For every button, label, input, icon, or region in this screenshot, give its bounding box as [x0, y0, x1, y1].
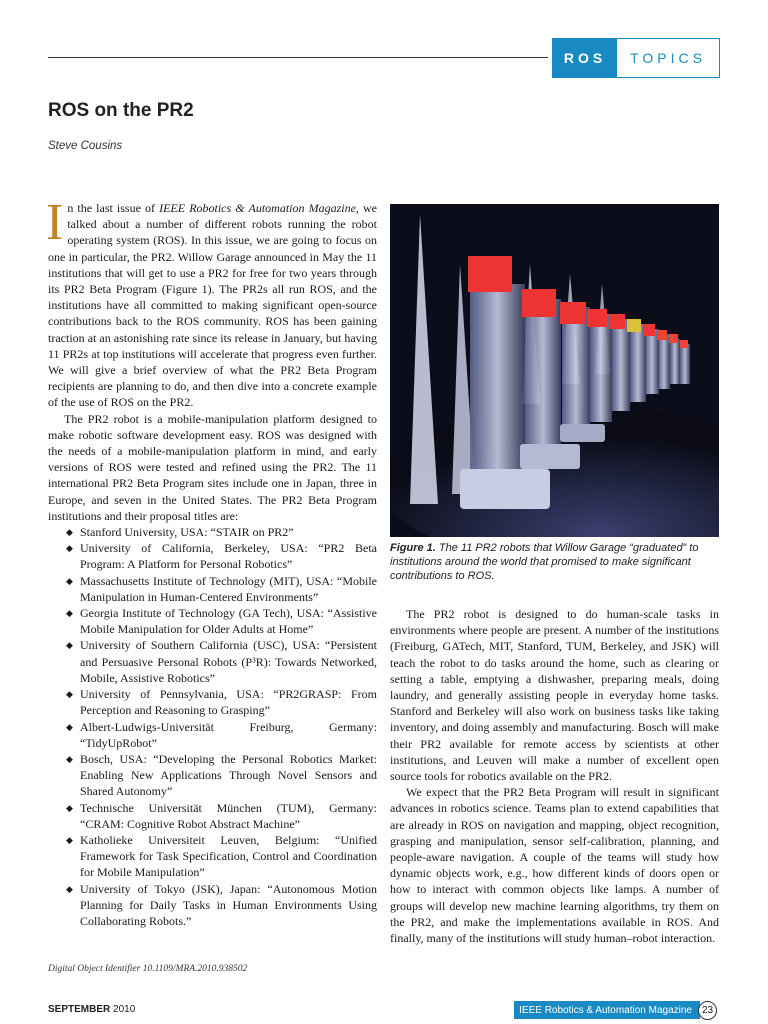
header-rule — [48, 57, 548, 58]
list-item: ◆ University of Tokyo (JSK), Japan: “Autonomous Motion Planning for Daily Tasks in Human Environments Using Collaborating Robots.” — [48, 881, 377, 930]
article-title: ROS on the PR2 — [48, 100, 194, 121]
list-item: ◆ University of Pennsylvania, USA: “PR2GRASP: From Perception and Reasoning to Grasping” — [48, 686, 377, 718]
figure-label: Figure 1. — [390, 542, 436, 554]
right-column — [390, 606, 719, 946]
page-number: 23 — [698, 1001, 717, 1020]
figure-caption — [390, 541, 719, 583]
list-item: ◆ University of Southern California (USC), USA: “Persistent and Persuasive Personal Robots (P³R): Towards Networked, Mobile, Assistive Robotics” — [48, 637, 377, 686]
paragraph-1-rest: , we talked about a number of different robots running the robot operating system (ROS). In this issue, we are going to focus on one in particular, the PR2. Willow Garage announced in May the 11 institutions that will get to use a PR2 for free for two years through its PR2 Beta Program (Figure 1). The PR2s all run ROS, and the institutions have all committed to making significant open-source contributions back to the ROS community. ROS has been gaining traction at an astonishing rate since its release in January, but having 11 PR2s at top institutions will accelerate that progress even further. We will give a brief overview of what the PR2 Beta Program recipients are planning to do, and then dive into a concrete example of the use of ROS on the PR2. — [48, 201, 377, 410]
paragraph-2: The PR2 robot is a mobile-manipulation platform designed to make robotic software development easy. ROS was designed with the needs of a mobile-manipulation platform in mind, and early versions of ROS were tested and refined using the PR2. The 11 international PR2 Beta Program sites include one in Japan, three in Europe, and seven in the United States. The PR2 Beta Program institutions and their proposal titles are: — [48, 411, 377, 523]
list-item: ◆ Albert-Ludwigs-Universität Freiburg, Germany: “TidyUpRobot” — [48, 719, 377, 751]
section-label-ros: ROS — [553, 39, 617, 77]
magazine-name: IEEE Robotics & Automation Magazine — [159, 201, 356, 215]
institution-list — [48, 524, 377, 929]
footer-month: SEPTEMBER — [48, 1004, 111, 1015]
footer-date — [48, 1004, 135, 1015]
list-item: ◆ Katholieke Universiteit Leuven, Belgium: “Unified Framework for Task Specification, Control and Coordination for Mobile Manipulation” — [48, 832, 377, 881]
list-item: ◆ University of California, Berkeley, USA: “PR2 Beta Program: A Platform for Personal Robotics” — [48, 540, 377, 572]
left-column — [46, 194, 377, 929]
robots-illustration — [390, 204, 719, 537]
article-author: Steve Cousins — [48, 140, 123, 152]
figure-caption-text: The 11 PR2 robots that Willow Garage “graduated” to institutions around the world that promised to make significant contributions to ROS. — [390, 542, 699, 582]
footer-magazine: IEEE Robotics & Automation Magazine — [514, 1001, 700, 1019]
list-item: ◆ Bosch, USA: “Developing the Personal Robotics Market: Enabling New Applications Through Novel Sensors and Shared Autonomy” — [48, 751, 377, 800]
list-item: ◆ Massachusetts Institute of Technology (MIT), USA: “Mobile Manipulation in Human-Centered Environments” — [48, 573, 377, 605]
paragraph-1-start: n the last issue of — [67, 201, 160, 215]
list-item: ◆ Stanford University, USA: “STAIR on PR2” — [48, 524, 377, 540]
doi-note: Digital Object Identifier 10.1109/MRA.2010.938502 — [48, 964, 248, 974]
list-item: ◆ Georgia Institute of Technology (GA Tech), USA: “Assistive Mobile Manipulation for Older Adults at Home” — [48, 605, 377, 637]
paragraph-3: The PR2 robot is designed to do human-scale tasks in environments where people are present. A number of the institutions (Freiburg, GATech, MIT, Stanford, TUM, Berkeley, and JSK) will teach the robot to do tasks around the home, such as clearing or setting a table, emptying a dishwasher, preparing meals, doing laundry, and generally assisting people in everyday home tasks. Stanford and Berkeley will also work on business tasks like taking inventory, and doing assembly and manufacturing. Bosch will make their PR2 available for remote access by scientists at other institutions, and Leuven will make a number of excellent open source tools for robotics available on the PR2. — [390, 607, 719, 784]
drop-cap: I — [46, 194, 64, 251]
footer-year: 2010 — [113, 1004, 136, 1015]
list-item: ◆ Technische Universität München (TUM), Germany: “CRAM: Cognitive Robot Abstract Machine” — [48, 800, 377, 832]
paragraph-1 — [46, 194, 377, 411]
robots-photo — [390, 204, 719, 537]
section-tag — [552, 38, 720, 78]
section-label-topics: TOPICS — [630, 50, 706, 66]
paragraph-4: We expect that the PR2 Beta Program will result in significant advances in robotics science. Teams plan to extend capabilities that are already in ROS on navigation and mapping, object recognition, grasping and manipulation, sensor self-calibration, planning, and people-aware navigation. A couple of the teams will study how dynamic objects work, e.g., how different kinds of doors open or how to interact with common objects like lamps. A number of groups will develop new machine learning algorithms, try them on the PR2, and make the implementations available in ROS. And finally, many of the institutions will study human–robot interaction. — [390, 785, 719, 946]
